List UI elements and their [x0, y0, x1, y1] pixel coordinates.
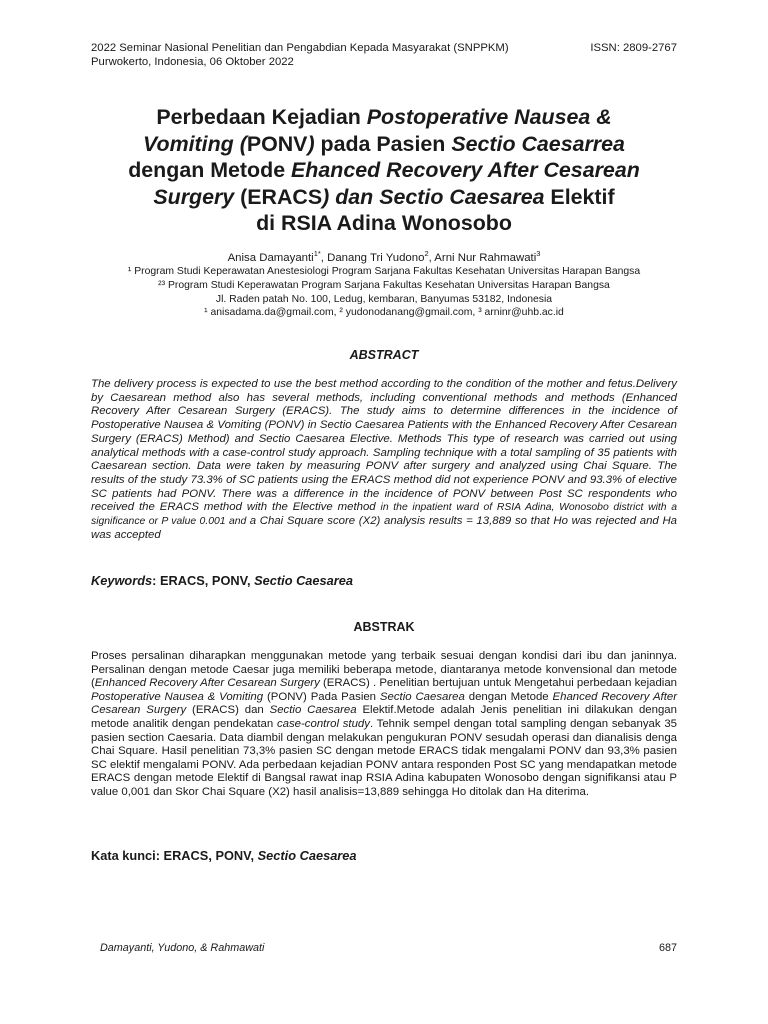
place-date: Purwokerto, Indonesia, 06 Oktober 2022	[91, 56, 294, 68]
author-name: Anisa Damayanti	[227, 251, 314, 264]
issn: ISSN: 2809-2767	[590, 42, 677, 54]
keywords: Keywords: ERACS, PONV, Sectio Caesarea	[91, 573, 353, 588]
page-number: 687	[658, 942, 677, 954]
affiliation-2: ²³ Program Studi Keperawatan Program Sarjana Fakultas Kesehatan Universitas Harapan Bangsa	[158, 280, 610, 291]
emails: ¹ anisadama.da@gmail.com, ² yudonodanang@gmail.com, ³ arninr@uhb.ac.id	[204, 307, 564, 318]
affiliation-1: ¹ Program Studi Keperawatan Anestesiologi Program Sarjana Fakultas Kesehatan Universitas Harapan Bangsa	[127, 266, 641, 277]
address: Jl. Raden patah No. 100, Ledug, kembaran, Banyumas 53182, Indonesia	[215, 294, 553, 305]
author-list: Anisa Damayanti$^{1*}$, Danang Tri Yudono$^2$, Arni Nur Rahmawati$^3$	[227, 249, 541, 264]
footer-authors: Damayanti, Yudono, & Rahmawati	[100, 942, 265, 954]
author-name: , Danang Tri Yudono	[320, 251, 425, 264]
abstract-indonesian: Proses persalinan diharapkan menggunakan metode yang terbaik sesuai dengan kondisi dari ibu dan janinnya. Persalinan dengan metode Caesar juga memiliki beberapa metode, diantaranya metode konvensional dan metode (Enhanced Recovery After Cesarean Surgery (ERACS) . Penelitian bertujuan untuk Mengetahui perbedaan kejadian Postoperative Nausea & Vomiting (PONV) Pada Pasien Sectio Caesarea dengan Metode Ehanced Recovery After Cesarean Surgery (ERACS) dan Sectio Caesarea Elektif.Metode adalah Jenis penelitian ini dilakukan dengan metode analitik dengan pendekatan case-control study. Tehnik sempel dengan total sampling dengan sebanyak 35 pasien section Caesaria. Data diambil dengan melakukan pengukuran PONV sesudah operasi dan dianalisis denga Chai Square. Hasil penelitian 73,3% pasien SC dengan metode ERACS tidak mengalami PONV dan 93,3% pasien SC elektif mengalami PONV. Ada perbedaan kejadian PONV antara responden Post SC yang mendapatkan metode ERACS dengan metode Elektif di Bangsal rawat inap RSIA Adina kabupaten Wonosobo dengan signifikansi atau P value 0,001 dan Skor Chai Square (X2) hasil analisis=13,889 sehingga Ho ditolak dan Ha diterima.	[91, 650, 678, 798]
abstract-heading: ABSTRACT	[349, 348, 419, 362]
abstract-english: The delivery process is expected to use the best method according to the condition of the mother and fetus.Delivery by Caesarean method also has several methods, including conventional methods and methods (Enhanced Recovery After Cesarean Surgery (ERACS). The study aims to determine differences in the incidence of Postoperative Nausea & Vomiting (PONV) in Sectio Caesarea Patients with the Enhanced Recovery After Cesarean Surgery (ERACS) Method) and Sectio Caesarea Elective. Methods This type of research was carried out using analytical methods with a case-control study approach. Sampling technique with a total sampling of 35 patients with Caesarean section. Data were taken by measuring PONV after surgery and analyzed using Chai Square. The results of the study 73.3% of SC patients using the ERACS method did not experience PONV and 93.3% of elective SC patients had PONV. There was a difference in the incidence of PONV between Post SC respondents who received the ERACS method with the Elective method in the inpatient ward of RSIA Adina, Wonosobo district with a significance or P value 0.001 and a Chai Square score (X2) analysis results = 13,889 so that Ho was rejected and Ha was accepted	[91, 378, 678, 541]
seminar-name: 2022 Seminar Nasional Penelitian dan Pengabdian Kepada Masyarakat (SNPPKM)	[91, 42, 509, 54]
paper-title: Perbedaan Kejadian Postoperative Nausea & Vomiting (PONV) pada Pasien Sectio Caesarrea dengan Metode Ehanced Recovery After Cesarean Surgery (ERACS) dan Sectio Caesarea Elektif di RSIA Adina Wonosobo	[128, 105, 640, 235]
page-header	[91, 41, 677, 69]
page-footer	[100, 942, 677, 954]
kata-kunci: Kata kunci: ERACS, PONV, Sectio Caesarea	[91, 848, 357, 863]
author-name: , Arni Nur Rahmawati	[428, 251, 537, 264]
abstrak-heading: ABSTRAK	[353, 620, 415, 634]
